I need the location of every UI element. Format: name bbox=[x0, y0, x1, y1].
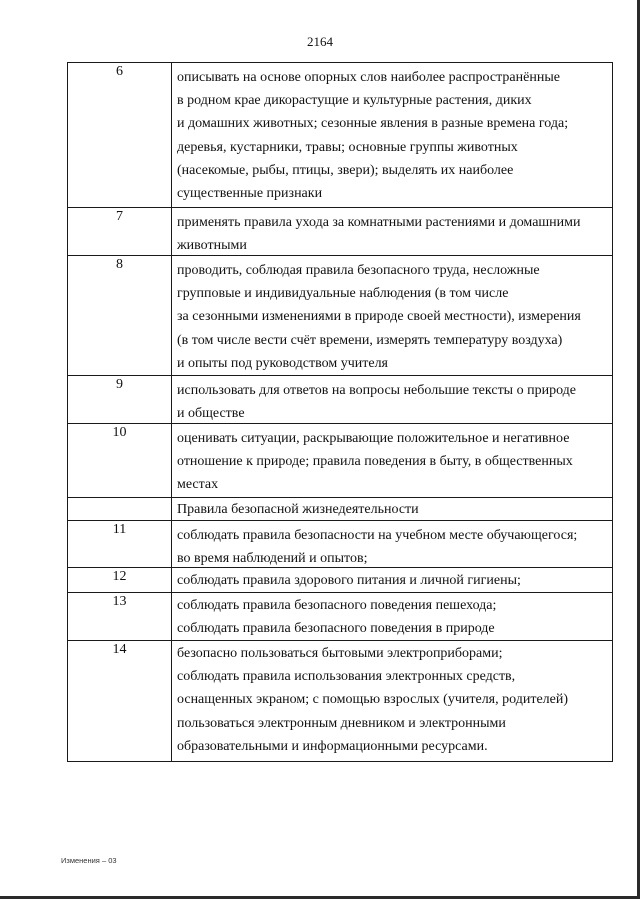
table-row bbox=[68, 641, 612, 762]
row-text bbox=[172, 593, 612, 640]
text-line: деревья, кустарники, травы; основные группы животных bbox=[177, 139, 518, 155]
table-row bbox=[68, 498, 612, 521]
text-line: местах bbox=[177, 477, 219, 493]
table-row bbox=[68, 593, 612, 641]
table-row bbox=[68, 376, 612, 424]
table-row bbox=[68, 568, 612, 593]
text-line: (насекомые, рыбы, птицы, звери); выделять их наиболее bbox=[177, 162, 514, 178]
row-number: 10 bbox=[68, 424, 172, 497]
text-line: во время наблюдений и опытов; bbox=[177, 551, 368, 567]
footer-note: Изменения – 03 bbox=[61, 856, 117, 865]
text-line: соблюдать правила здорового питания и личной гигиены; bbox=[177, 573, 521, 588]
text-line: соблюдать правила безопасного поведения пешехода; bbox=[177, 598, 497, 613]
text-line: проводить, соблюдая правила безопасного труда, несложные bbox=[177, 263, 540, 278]
row-text bbox=[172, 641, 612, 761]
text-line: применять правила ухода за комнатными растениями и домашними bbox=[177, 215, 581, 230]
text-line: оценивать ситуации, раскрывающие положительное и негативное bbox=[177, 431, 570, 446]
row-number: 7 bbox=[68, 208, 172, 255]
row-number: 11 bbox=[68, 521, 172, 567]
table-row bbox=[68, 424, 612, 498]
text-line: образовательными и информационными ресурсами. bbox=[177, 738, 488, 754]
row-number: 13 bbox=[68, 593, 172, 640]
text-line: соблюдать правила безопасности на учебном месте обучающегося; bbox=[177, 528, 578, 543]
text-line: безопасно пользоваться бытовыми электроприборами; bbox=[177, 646, 503, 661]
text-line: животными bbox=[177, 238, 247, 254]
text-line: и домашних животных; сезонные явления в разные времена года; bbox=[177, 116, 569, 132]
text-line: (в том числе вести счёт времени, измерять температуру воздуха) bbox=[177, 332, 563, 348]
table-row bbox=[68, 256, 612, 376]
text-line: отношение к природе; правила поведения в быту, в общественных bbox=[177, 454, 573, 470]
text-line: групповые и индивидуальные наблюдения (в том числе bbox=[177, 286, 509, 302]
text-line: пользоваться электронным дневником и электронными bbox=[177, 715, 506, 731]
competency-table bbox=[67, 62, 613, 762]
text-line: описывать на основе опорных слов наиболее распространённые bbox=[177, 70, 560, 85]
text-line: соблюдать правила безопасного поведения в природе bbox=[177, 621, 495, 637]
text-line: соблюдать правила использования электронных средств, bbox=[177, 669, 516, 685]
page-number: 2164 bbox=[307, 34, 333, 49]
row-text bbox=[172, 521, 612, 567]
text-line: в родном крае дикорастущие и культурные растения, диких bbox=[177, 93, 532, 109]
text-line: оснащенных экраном; с помощью взрослых (учителя, родителей) bbox=[177, 692, 569, 708]
table-row bbox=[68, 63, 612, 208]
text-line: за сезонными изменениями в природе своей местности), измерения bbox=[177, 309, 581, 325]
row-number: 14 bbox=[68, 641, 172, 761]
row-number: 12 bbox=[68, 568, 172, 592]
text-line: существенные признаки bbox=[177, 186, 323, 202]
row-text bbox=[172, 498, 612, 520]
row-text bbox=[172, 568, 612, 592]
row-text bbox=[172, 208, 612, 255]
text-line: использовать для ответов на вопросы небольшие тексты о природе bbox=[177, 383, 577, 398]
text-line: Правила безопасной жизнедеятельности bbox=[177, 502, 419, 517]
table-row bbox=[68, 208, 612, 256]
row-text bbox=[172, 256, 612, 375]
text-line: и обществе bbox=[177, 406, 245, 422]
row-number: 8 bbox=[68, 256, 172, 375]
table-row bbox=[68, 521, 612, 568]
row-text bbox=[172, 424, 612, 497]
row-number bbox=[68, 498, 172, 520]
text-line: и опыты под руководством учителя bbox=[177, 355, 388, 371]
row-text bbox=[172, 63, 612, 207]
row-number: 6 bbox=[68, 63, 172, 207]
row-number: 9 bbox=[68, 376, 172, 423]
row-text bbox=[172, 376, 612, 423]
